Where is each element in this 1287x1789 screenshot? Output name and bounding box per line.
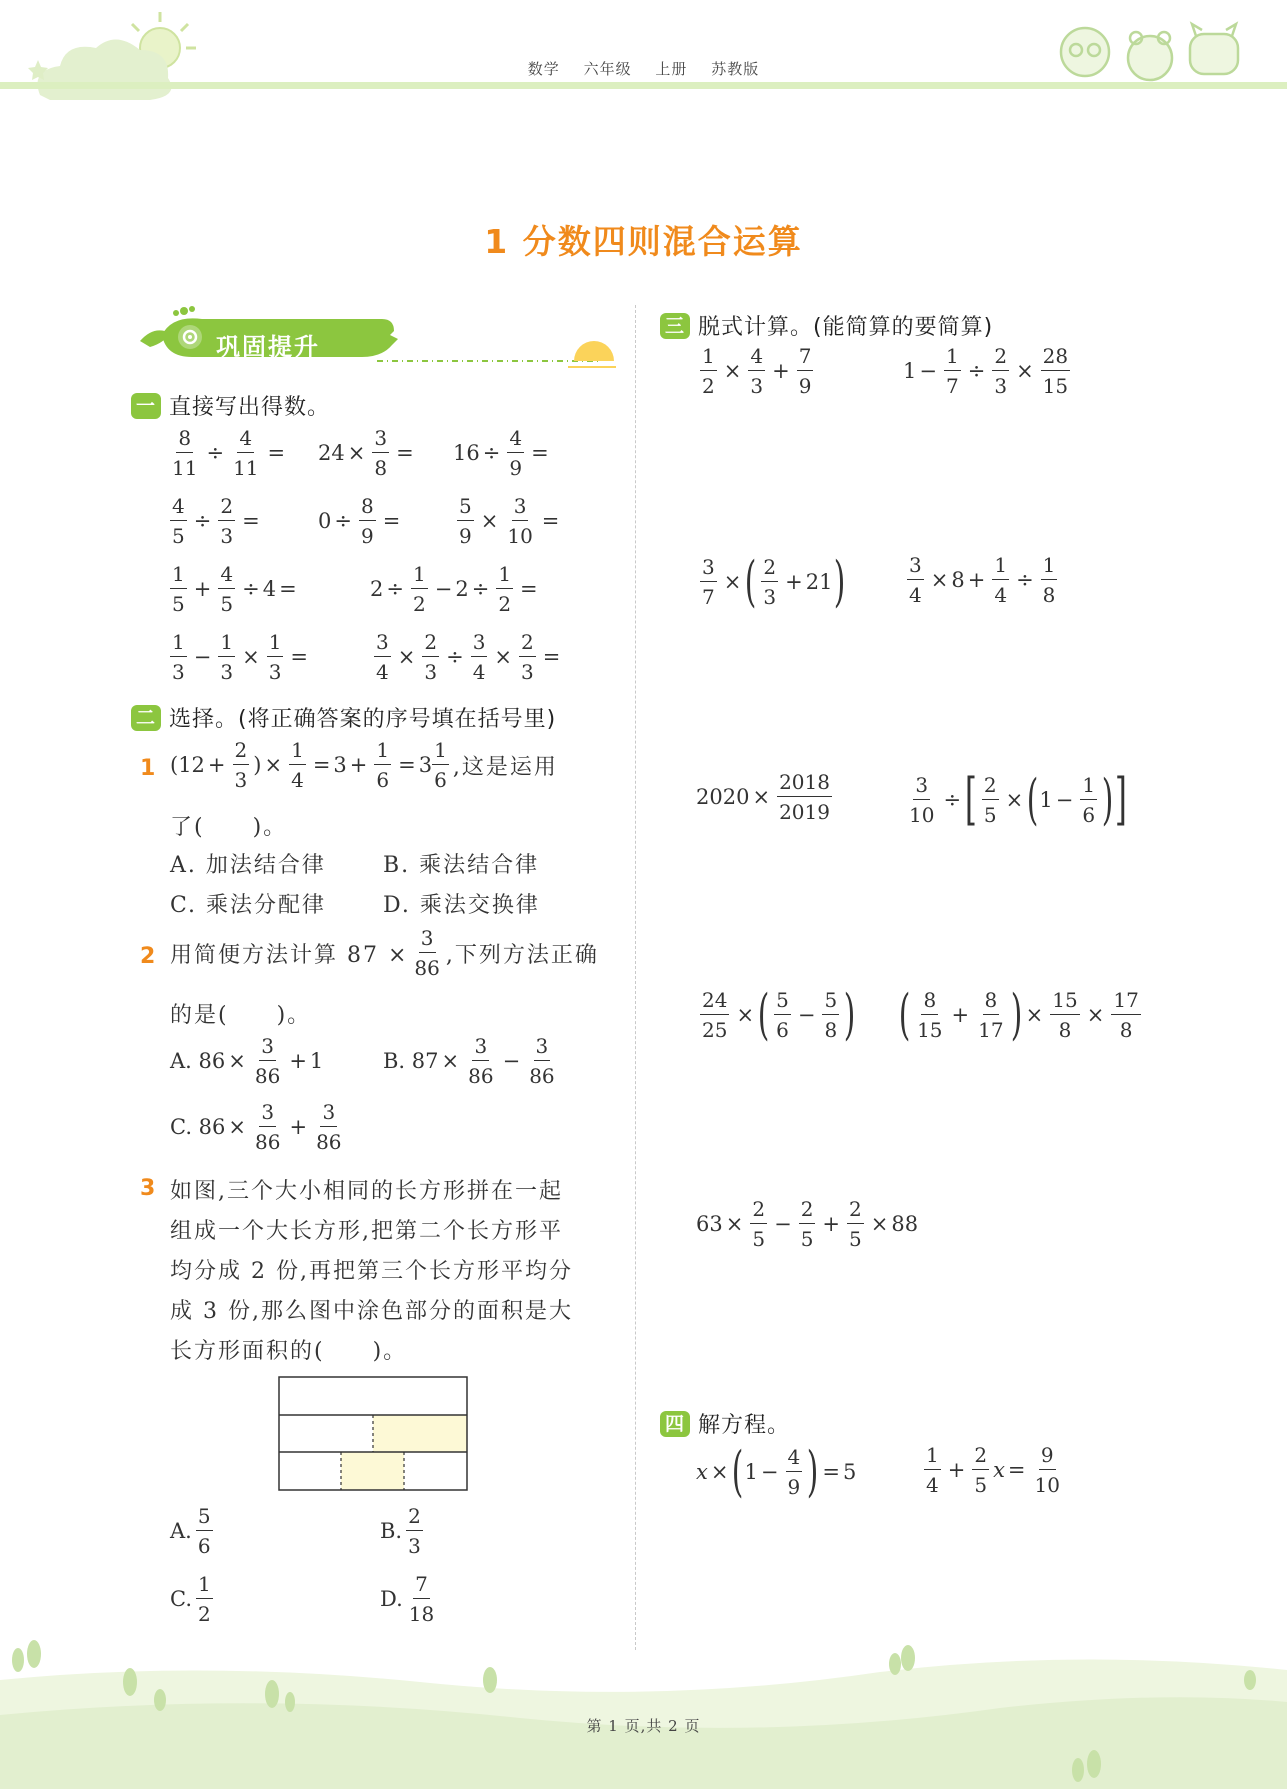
s3-problem-6: $\frac{3}{10}$ ÷ [ $\frac{2}{5}$ × ( 1 − $\frac{1}{6}$ ) ]: [909, 767, 1128, 832]
s1-problem-5: 0 ÷ $\frac{8}{9}$ =: [318, 494, 401, 548]
q3-rectangle-figure: [278, 1376, 469, 1492]
banner-title: 巩固提升: [216, 333, 320, 361]
section-3-title: 脱式计算。(能简算的要简算): [698, 315, 994, 340]
q2-expression: 用简便方法计算 87 × $\frac{3}{86}$ ,下列方法正确: [170, 926, 599, 980]
s3-problem-4: $\frac{3}{4}$ × 8 + $\frac{1}{4}$ ÷ $\frac{1}{8}$: [909, 553, 1056, 607]
s1-problem-6: $\frac{5}{9}$ × $\frac{3}{10}$ =: [459, 494, 560, 548]
header-volume: 上册: [655, 60, 688, 78]
page-footer: 第 1 页,共 2 页: [586, 1717, 701, 1735]
section-banner-graphic: [132, 305, 617, 371]
q1-tail: ,这是运用: [452, 754, 558, 780]
column-divider: [635, 305, 636, 1650]
footer-landscape: [0, 1620, 1287, 1789]
s1-problem-9: $\frac{1}{3}$ − $\frac{1}{3}$ × $\frac{1}{3}$ =: [172, 630, 309, 684]
section-2-title: 选择。(将正确答案的序号填在括号里): [169, 707, 557, 732]
q2-option-b[interactable]: B. 87 × $\frac{3}{86}$ − $\frac{3}{86}$: [383, 1034, 555, 1088]
s3-problem-5: 2020 × $\frac{2018}{2019}$: [696, 770, 830, 824]
section-1-title: 直接写出得数。: [169, 395, 331, 420]
section-3-badge: 三: [660, 313, 690, 339]
s1-problem-10: $\frac{3}{4}$ × $\frac{2}{3}$ ÷ $\frac{3}{4}$ × $\frac{2}{3}$ =: [376, 630, 561, 684]
s1-problem-2: 24 × $\frac{3}{8}$ =: [318, 426, 414, 480]
s3-problem-1: $\frac{1}{2}$ × $\frac{4}{3}$ + $\frac{7}{9}$: [702, 344, 812, 398]
q3-option-c[interactable]: C. $\frac{1}{2}$: [170, 1572, 211, 1626]
s3-problem-9: 63 × $\frac{2}{5}$ − $\frac{2}{5}$ + $\frac{2}{5}$ × 88: [696, 1197, 919, 1251]
s4-equation-2: $\frac{1}{4}$ + $\frac{2}{5}$ x = $\frac{9}{10}$: [926, 1443, 1060, 1497]
s4-equation-1: x × ( 1 − $\frac{4}{9}$ ) = 5: [696, 1440, 857, 1503]
q1-number: 1: [140, 756, 156, 781]
s1-problem-4: $\frac{4}{5}$ ÷ $\frac{2}{3}$ =: [172, 494, 260, 548]
q1-line2: 了( )。: [170, 815, 288, 840]
sunset-icon: [568, 341, 616, 371]
q1-option-c[interactable]: C. 乘法分配律: [170, 893, 327, 918]
q2-number: 2: [140, 944, 156, 969]
q1-option-b[interactable]: B. 乘法结合律: [383, 853, 540, 878]
section-4-badge: 四: [660, 1411, 690, 1437]
s1-problem-3: 16 ÷ $\frac{4}{9}$ =: [453, 426, 549, 480]
page-title: 1 分数四则混合运算: [484, 222, 803, 261]
q3-option-b[interactable]: B. $\frac{2}{3}$: [380, 1504, 421, 1558]
header-edition: 苏教版: [711, 60, 760, 78]
s1-problem-1: $\frac{8}{11}$ ÷ $\frac{4}{11}$ =: [172, 426, 286, 480]
q3-line-5: 长方形面积的( )。: [170, 1339, 408, 1364]
q3-number: 3: [140, 1176, 156, 1201]
q1-expression: (12 + $\frac{2}{3}$ ) × $\frac{1}{4}$ = 3 + $\frac{1}{6}$ = 3 $\frac{1}{6}$ ,这是运用: [170, 738, 558, 792]
q3-line-4: 成 3 份,那么图中涂色部分的面积是大: [170, 1299, 573, 1324]
q3-option-a[interactable]: A. $\frac{5}{6}$: [170, 1504, 211, 1558]
q3-line-2: 组成一个大长方形,把第二个长方形平: [170, 1219, 563, 1244]
q3-option-d[interactable]: D. $\frac{7}{18}$: [380, 1572, 435, 1626]
q1-option-a[interactable]: A. 加法结合律: [170, 853, 326, 878]
section-1-heading: [131, 390, 330, 421]
s3-problem-2: 1 − $\frac{1}{7}$ ÷ $\frac{2}{3}$ × $\frac{28}{15}$: [903, 344, 1069, 398]
section-2-badge: 二: [131, 705, 161, 731]
header-grade: 六年级: [583, 60, 632, 78]
q3-line-3: 均分成 2 份,再把第三个长方形平均分: [170, 1259, 573, 1284]
section-2-heading: [131, 702, 556, 733]
s1-problem-7: $\frac{1}{5}$ + $\frac{4}{5}$ ÷ 4 =: [172, 562, 297, 616]
header-subject: 数学: [527, 60, 560, 78]
section-4-heading: [660, 1408, 790, 1439]
q2-option-a[interactable]: A. 86 × $\frac{3}{86}$ + 1: [170, 1034, 324, 1088]
s3-problem-8: ( $\frac{8}{15}$ + $\frac{8}{17}$ ) × $\frac{15}{8}$ × $\frac{17}{8}$: [898, 983, 1139, 1046]
header-rule: [0, 82, 1287, 89]
section-3-heading: [660, 310, 993, 341]
section-4-title: 解方程。: [698, 1413, 791, 1438]
s1-problem-8: 2 ÷ $\frac{1}{2}$ − 2 ÷ $\frac{1}{2}$ =: [370, 562, 538, 616]
section-1-badge: 一: [131, 393, 161, 419]
q2-tail: ,下列方法正确: [445, 942, 599, 968]
q2-line2: 的是( )。: [170, 1003, 312, 1028]
q3-line-1: 如图,三个大小相同的长方形拼在一起: [170, 1179, 563, 1204]
q1-option-d[interactable]: D. 乘法交换律: [383, 893, 540, 918]
q2-head: 用简便方法计算 87 ×: [170, 942, 409, 968]
q2-option-c[interactable]: C. 86 × $\frac{3}{86}$ + $\frac{3}{86}$: [170, 1100, 342, 1154]
s3-problem-3: $\frac{3}{7}$ × ( $\frac{2}{3}$ + 21 ): [702, 550, 845, 613]
s3-problem-7: $\frac{24}{25}$ × ( $\frac{5}{6}$ − $\frac{5}{8}$ ): [702, 983, 856, 1046]
header-info: [0, 58, 1287, 79]
